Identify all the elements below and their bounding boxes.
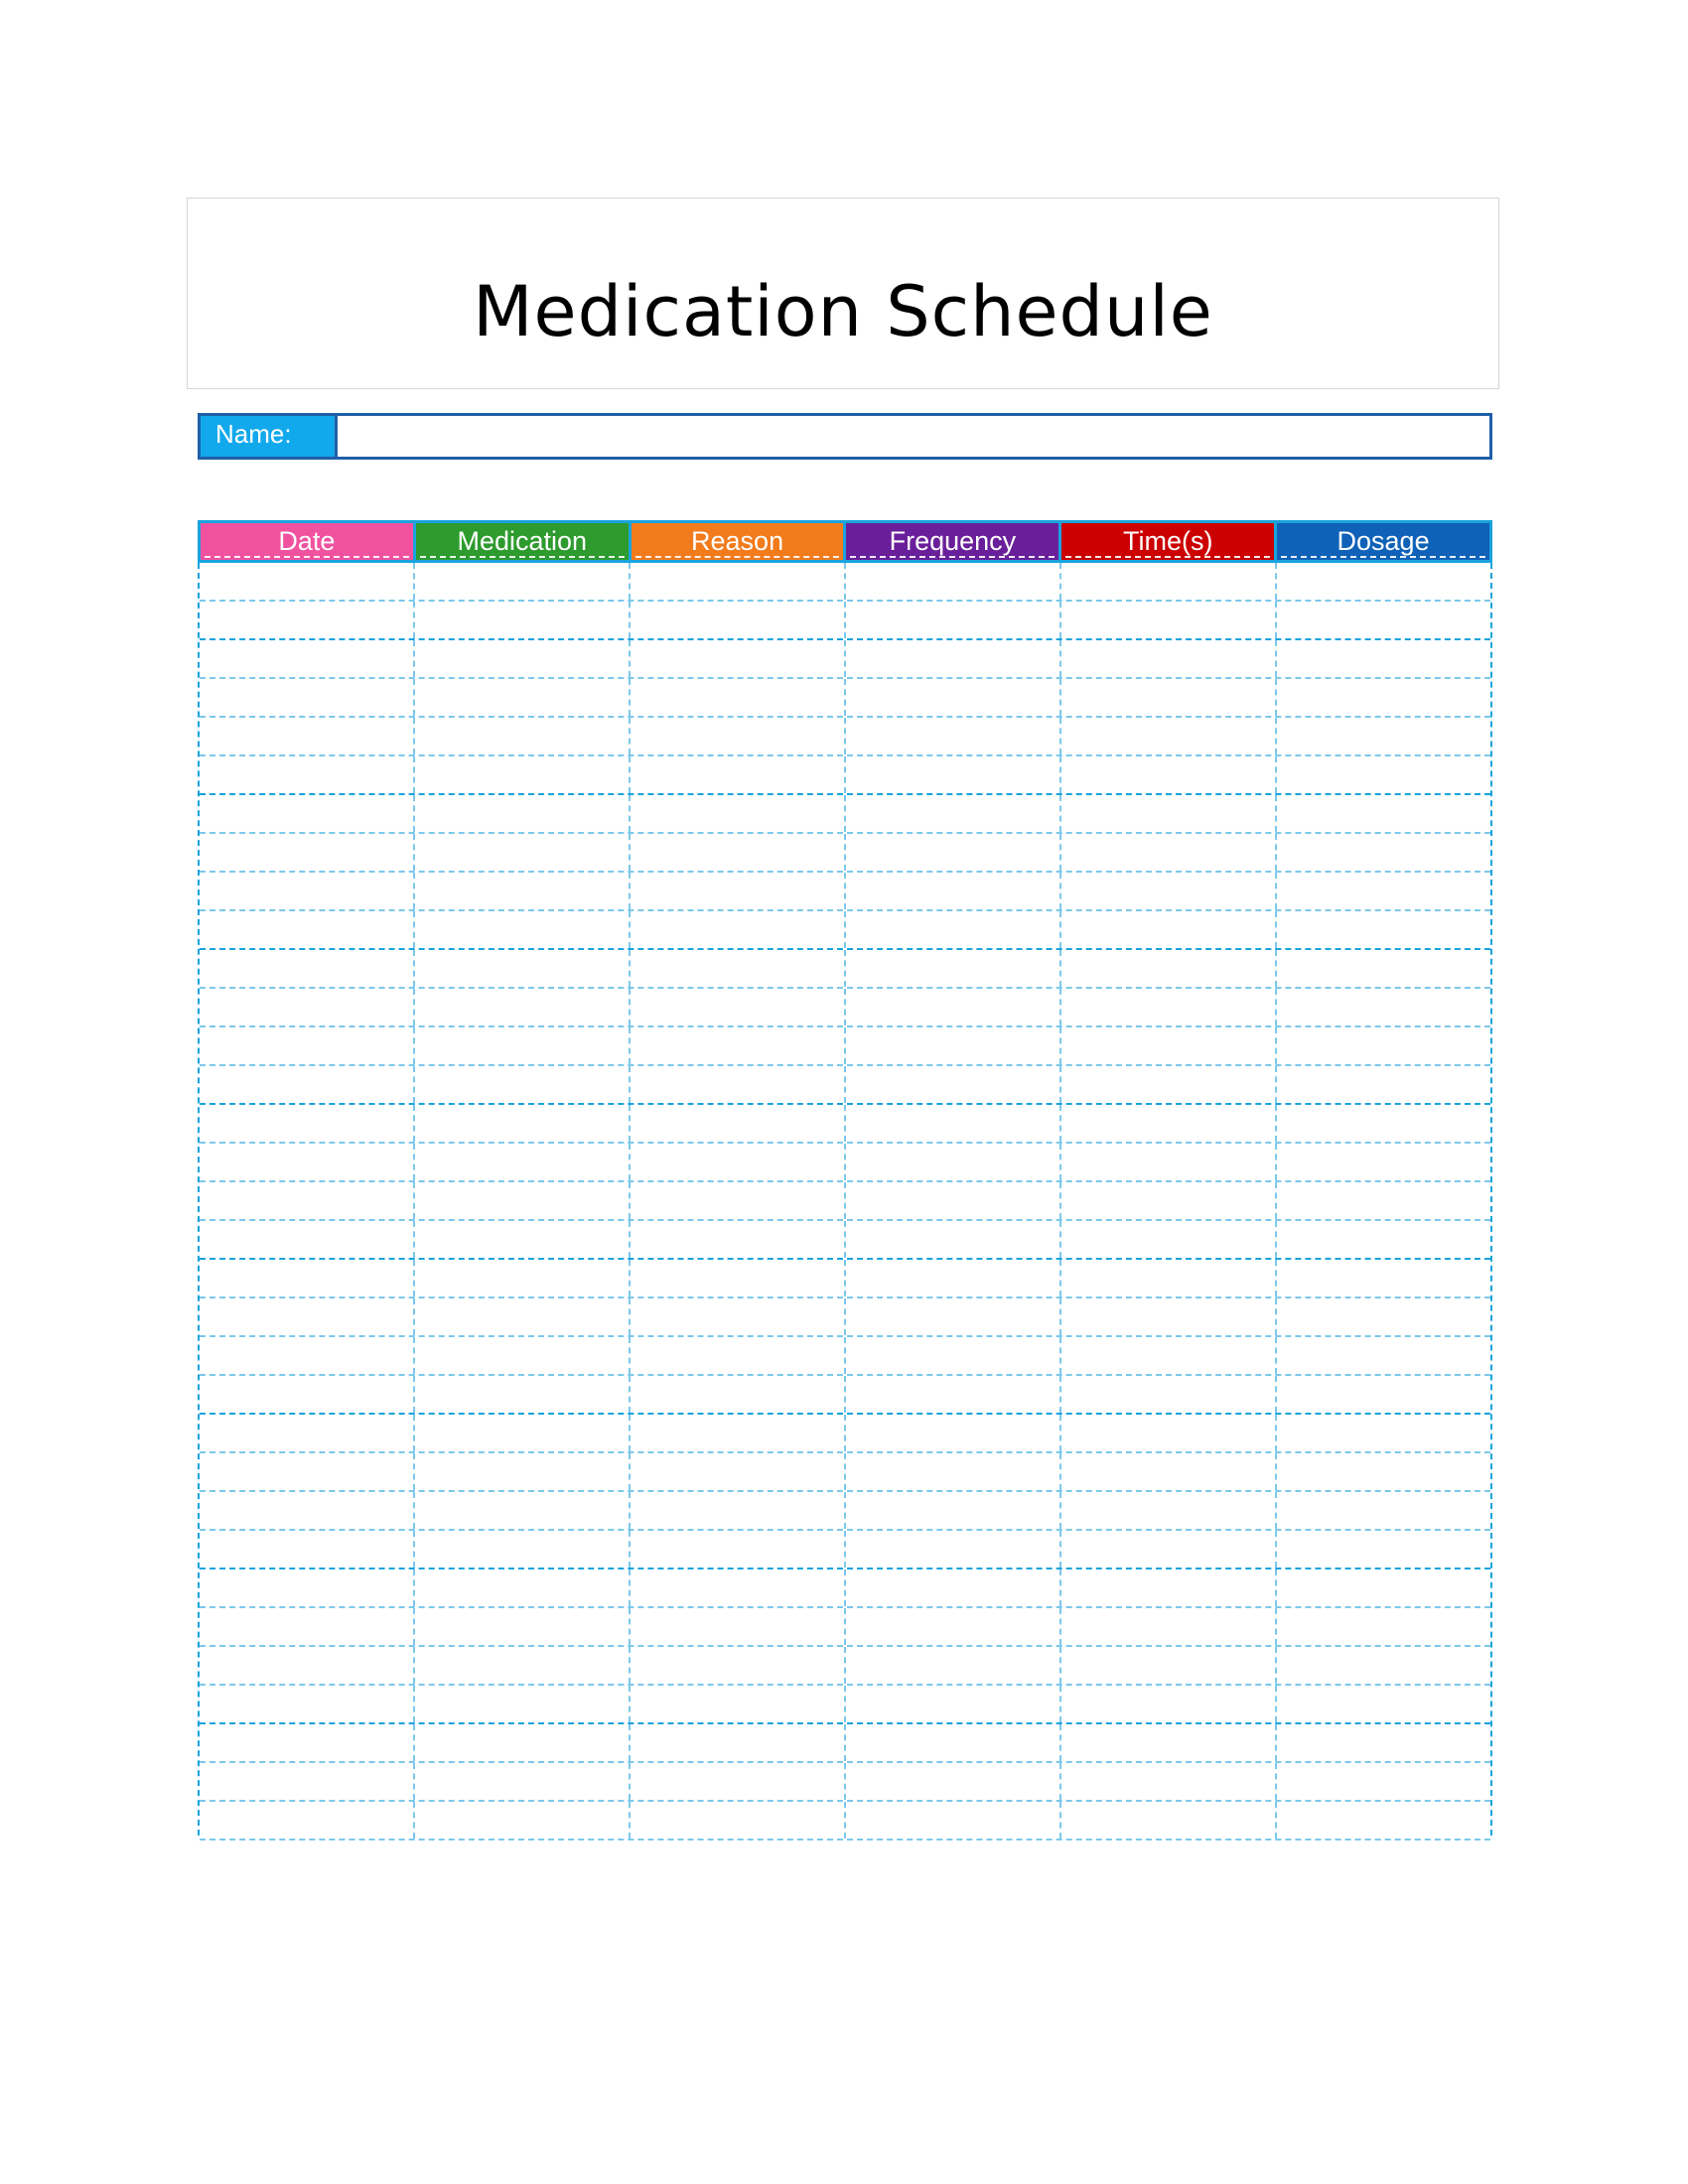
table-cell[interactable] <box>1059 1531 1275 1568</box>
table-cell[interactable] <box>413 1221 629 1258</box>
table-cell[interactable] <box>1059 1802 1275 1839</box>
table-cell[interactable] <box>844 1763 1059 1800</box>
table-cell[interactable] <box>1275 1027 1490 1064</box>
table-row <box>200 718 1490 756</box>
table-cell[interactable] <box>1059 1415 1275 1451</box>
table-cell[interactable] <box>200 1531 413 1568</box>
table-cell[interactable] <box>629 1802 844 1839</box>
column-header-reason: Reason <box>632 520 847 563</box>
table-cell[interactable] <box>200 563 413 600</box>
table-cell[interactable] <box>1275 1337 1490 1374</box>
table-cell[interactable] <box>413 1647 629 1684</box>
table-row <box>200 1531 1490 1570</box>
table-row <box>200 1144 1490 1182</box>
column-header-medication: Medication <box>416 520 632 563</box>
table-row <box>200 1415 1490 1453</box>
table-row <box>200 1724 1490 1763</box>
column-header-dosage: Dosage <box>1277 520 1492 563</box>
table-cell[interactable] <box>1059 795 1275 832</box>
table-cell[interactable] <box>629 795 844 832</box>
table-cell[interactable] <box>1059 1376 1275 1413</box>
table-cell[interactable] <box>629 1066 844 1103</box>
table-row <box>200 1763 1490 1802</box>
table-cell[interactable] <box>844 1260 1059 1297</box>
table-cell[interactable] <box>629 873 844 909</box>
table-cell[interactable] <box>844 911 1059 948</box>
table-cell[interactable] <box>413 1144 629 1180</box>
table-cell[interactable] <box>200 1298 413 1335</box>
table-row <box>200 602 1490 640</box>
table-cell[interactable] <box>1275 795 1490 832</box>
table-row <box>200 1570 1490 1608</box>
table-cell[interactable] <box>413 1763 629 1800</box>
table-cell[interactable] <box>413 1492 629 1529</box>
table-cell[interactable] <box>844 1027 1059 1064</box>
table-cell[interactable] <box>1059 1298 1275 1335</box>
table-cell[interactable] <box>1059 1221 1275 1258</box>
table-cell[interactable] <box>413 795 629 832</box>
table-cell[interactable] <box>844 950 1059 987</box>
table-cell[interactable] <box>413 1066 629 1103</box>
table-cell[interactable] <box>844 873 1059 909</box>
table-row <box>200 1647 1490 1686</box>
table-row <box>200 1066 1490 1105</box>
table-cell[interactable] <box>844 1105 1059 1142</box>
table-cell[interactable] <box>629 602 844 638</box>
table-cell[interactable] <box>629 834 844 871</box>
table-cell[interactable] <box>629 679 844 716</box>
table-row <box>200 1182 1490 1221</box>
table-cell[interactable] <box>413 563 629 600</box>
table-cell[interactable] <box>1275 718 1490 754</box>
table-cell[interactable] <box>200 1260 413 1297</box>
table-cell[interactable] <box>844 563 1059 600</box>
table-cell[interactable] <box>629 1105 844 1142</box>
table-cell[interactable] <box>1275 1531 1490 1568</box>
table-cell[interactable] <box>1275 1144 1490 1180</box>
table-cell[interactable] <box>1275 1105 1490 1142</box>
table-cell[interactable] <box>1059 1647 1275 1684</box>
table-cell[interactable] <box>1275 679 1490 716</box>
table-cell[interactable] <box>200 1802 413 1839</box>
table-cell[interactable] <box>200 1105 413 1142</box>
name-field[interactable] <box>338 416 1489 457</box>
table-row <box>200 1105 1490 1144</box>
table-cell[interactable] <box>844 1453 1059 1490</box>
table-cell[interactable] <box>1275 1298 1490 1335</box>
table-cell[interactable] <box>200 795 413 832</box>
table-cell[interactable] <box>1275 1453 1490 1490</box>
table-cell[interactable] <box>413 1027 629 1064</box>
column-header-date: Date <box>198 520 416 563</box>
table-cell[interactable] <box>200 1066 413 1103</box>
table-cell[interactable] <box>413 718 629 754</box>
table-cell[interactable] <box>629 1647 844 1684</box>
table-cell[interactable] <box>629 1376 844 1413</box>
table-row <box>200 873 1490 911</box>
table-cell[interactable] <box>200 1376 413 1413</box>
table-cell[interactable] <box>200 1763 413 1800</box>
table-cell[interactable] <box>413 1376 629 1413</box>
table-cell[interactable] <box>200 1492 413 1529</box>
table-row <box>200 1608 1490 1647</box>
table-row <box>200 1221 1490 1260</box>
table-cell[interactable] <box>629 1608 844 1645</box>
table-row <box>200 1492 1490 1531</box>
table-cell[interactable] <box>1275 640 1490 677</box>
table-cell[interactable] <box>413 640 629 677</box>
table-cell[interactable] <box>1059 1105 1275 1142</box>
title-box <box>187 198 1499 389</box>
table-row <box>200 679 1490 718</box>
table-cell[interactable] <box>629 1221 844 1258</box>
table-cell[interactable] <box>1059 873 1275 909</box>
table-cell[interactable] <box>1059 1724 1275 1761</box>
table-cell[interactable] <box>629 1453 844 1490</box>
table-cell[interactable] <box>1275 602 1490 638</box>
table-cell[interactable] <box>413 1337 629 1374</box>
table-cell[interactable] <box>844 1415 1059 1451</box>
table-cell[interactable] <box>200 1570 413 1606</box>
table-row <box>200 1802 1490 1841</box>
table-cell[interactable] <box>629 1260 844 1297</box>
table-header-row <box>198 520 1492 563</box>
table-cell[interactable] <box>200 1182 413 1219</box>
table-cell[interactable] <box>629 1337 844 1374</box>
table-cell[interactable] <box>1059 563 1275 600</box>
table-cell[interactable] <box>1059 1260 1275 1297</box>
table-cell[interactable] <box>1275 563 1490 600</box>
table-cell[interactable] <box>1275 873 1490 909</box>
table-cell[interactable] <box>629 718 844 754</box>
table-cell[interactable] <box>200 602 413 638</box>
table-cell[interactable] <box>1059 756 1275 793</box>
table-cell[interactable] <box>1275 834 1490 871</box>
table-cell[interactable] <box>1059 1182 1275 1219</box>
table-row <box>200 1260 1490 1298</box>
table-body <box>198 563 1492 1836</box>
table-cell[interactable] <box>1059 1608 1275 1645</box>
table-cell[interactable] <box>200 1027 413 1064</box>
table-cell[interactable] <box>1275 989 1490 1025</box>
table-cell[interactable] <box>844 1802 1059 1839</box>
table-cell[interactable] <box>413 873 629 909</box>
table-cell[interactable] <box>1275 1492 1490 1529</box>
table-cell[interactable] <box>844 1144 1059 1180</box>
table-cell[interactable] <box>200 1724 413 1761</box>
table-cell[interactable] <box>413 1570 629 1606</box>
table-row <box>200 1376 1490 1415</box>
table-cell[interactable] <box>629 1298 844 1335</box>
table-cell[interactable] <box>1059 1570 1275 1606</box>
table-cell[interactable] <box>413 1260 629 1297</box>
table-cell[interactable] <box>1059 1686 1275 1722</box>
table-cell[interactable] <box>200 640 413 677</box>
table-cell[interactable] <box>1059 718 1275 754</box>
table-cell[interactable] <box>1059 834 1275 871</box>
table-cell[interactable] <box>200 911 413 948</box>
table-cell[interactable] <box>844 1724 1059 1761</box>
table-cell[interactable] <box>1059 679 1275 716</box>
table-cell[interactable] <box>844 1066 1059 1103</box>
table-cell[interactable] <box>1059 950 1275 987</box>
table-cell[interactable] <box>1059 911 1275 948</box>
table-cell[interactable] <box>1275 1647 1490 1684</box>
table-cell[interactable] <box>1059 1027 1275 1064</box>
table-cell[interactable] <box>629 563 844 600</box>
table-cell[interactable] <box>413 1453 629 1490</box>
table-cell[interactable] <box>844 718 1059 754</box>
table-row <box>200 1027 1490 1066</box>
table-cell[interactable] <box>413 756 629 793</box>
table-row <box>200 1337 1490 1376</box>
table-cell[interactable] <box>1275 1724 1490 1761</box>
table-cell[interactable] <box>200 989 413 1025</box>
table-cell[interactable] <box>844 1492 1059 1529</box>
column-header-frequency: Frequency <box>846 520 1061 563</box>
table-cell[interactable] <box>844 602 1059 638</box>
table-cell[interactable] <box>200 950 413 987</box>
table-cell[interactable] <box>629 1415 844 1451</box>
name-row <box>198 413 1492 460</box>
table-cell[interactable] <box>1275 1376 1490 1413</box>
table-cell[interactable] <box>844 1376 1059 1413</box>
table-cell[interactable] <box>200 718 413 754</box>
table-cell[interactable] <box>844 1182 1059 1219</box>
table-cell[interactable] <box>629 1724 844 1761</box>
table-cell[interactable] <box>629 1763 844 1800</box>
table-cell[interactable] <box>200 1337 413 1374</box>
table-cell[interactable] <box>844 834 1059 871</box>
table-row <box>200 834 1490 873</box>
table-cell[interactable] <box>413 1802 629 1839</box>
table-cell[interactable] <box>629 1531 844 1568</box>
table-cell[interactable] <box>200 1415 413 1451</box>
table-cell[interactable] <box>844 1221 1059 1258</box>
table-cell[interactable] <box>1059 1144 1275 1180</box>
table-cell[interactable] <box>844 1686 1059 1722</box>
table-row <box>200 1298 1490 1337</box>
table-cell[interactable] <box>1275 1182 1490 1219</box>
table-cell[interactable] <box>200 1647 413 1684</box>
table-cell[interactable] <box>1275 1260 1490 1297</box>
table-cell[interactable] <box>844 1647 1059 1684</box>
table-cell[interactable] <box>413 1298 629 1335</box>
table-row <box>200 911 1490 950</box>
table-cell[interactable] <box>413 989 629 1025</box>
table-cell[interactable] <box>413 950 629 987</box>
table-cell[interactable] <box>844 795 1059 832</box>
table-cell[interactable] <box>200 679 413 716</box>
table-cell[interactable] <box>1275 1763 1490 1800</box>
table-cell[interactable] <box>200 873 413 909</box>
table-cell[interactable] <box>413 1608 629 1645</box>
table-cell[interactable] <box>1275 1570 1490 1606</box>
table-cell[interactable] <box>629 911 844 948</box>
table-cell[interactable] <box>844 679 1059 716</box>
table-cell[interactable] <box>1059 1337 1275 1374</box>
table-row <box>200 989 1490 1027</box>
table-cell[interactable] <box>629 1182 844 1219</box>
table-cell[interactable] <box>844 1337 1059 1374</box>
table-cell[interactable] <box>844 756 1059 793</box>
table-cell[interactable] <box>1059 640 1275 677</box>
table-cell[interactable] <box>844 1298 1059 1335</box>
table-cell[interactable] <box>1059 602 1275 638</box>
table-cell[interactable] <box>1275 1066 1490 1103</box>
table-cell[interactable] <box>629 1144 844 1180</box>
table-cell[interactable] <box>1275 911 1490 948</box>
table-cell[interactable] <box>1275 756 1490 793</box>
table-cell[interactable] <box>413 911 629 948</box>
table-cell[interactable] <box>1275 1686 1490 1722</box>
table-cell[interactable] <box>1275 1802 1490 1839</box>
table-row <box>200 640 1490 679</box>
table-cell[interactable] <box>1059 1763 1275 1800</box>
table-cell[interactable] <box>629 640 844 677</box>
table-cell[interactable] <box>844 1608 1059 1645</box>
table-cell[interactable] <box>629 1027 844 1064</box>
table-row <box>200 1453 1490 1492</box>
table-cell[interactable] <box>629 756 844 793</box>
table-row <box>200 563 1490 602</box>
medication-schedule-table <box>198 520 1492 1836</box>
table-cell[interactable] <box>200 1144 413 1180</box>
table-row <box>200 756 1490 795</box>
table-cell[interactable] <box>200 1686 413 1722</box>
table-cell[interactable] <box>200 1453 413 1490</box>
table-cell[interactable] <box>200 1221 413 1258</box>
table-cell[interactable] <box>844 1531 1059 1568</box>
table-cell[interactable] <box>1059 1453 1275 1490</box>
table-cell[interactable] <box>1059 989 1275 1025</box>
table-row <box>200 950 1490 989</box>
table-cell[interactable] <box>200 1608 413 1645</box>
table-cell[interactable] <box>629 1686 844 1722</box>
table-cell[interactable] <box>413 1182 629 1219</box>
table-cell[interactable] <box>629 1492 844 1529</box>
table-cell[interactable] <box>200 834 413 871</box>
table-cell[interactable] <box>1059 1492 1275 1529</box>
table-cell[interactable] <box>1275 1608 1490 1645</box>
table-cell[interactable] <box>413 1531 629 1568</box>
page-title: Medication Schedule <box>473 270 1213 352</box>
table-cell[interactable] <box>844 640 1059 677</box>
table-cell[interactable] <box>413 1724 629 1761</box>
name-label: Name: <box>201 416 338 457</box>
table-cell[interactable] <box>629 950 844 987</box>
table-cell[interactable] <box>413 1105 629 1142</box>
table-cell[interactable] <box>844 989 1059 1025</box>
table-cell[interactable] <box>629 989 844 1025</box>
table-cell[interactable] <box>629 1570 844 1606</box>
table-cell[interactable] <box>844 1570 1059 1606</box>
table-cell[interactable] <box>200 756 413 793</box>
table-cell[interactable] <box>1275 950 1490 987</box>
table-row <box>200 795 1490 834</box>
table-cell[interactable] <box>413 834 629 871</box>
column-header-times: Time(s) <box>1061 520 1277 563</box>
table-cell[interactable] <box>1275 1221 1490 1258</box>
table-cell[interactable] <box>413 602 629 638</box>
table-cell[interactable] <box>413 1415 629 1451</box>
table-row <box>200 1686 1490 1724</box>
table-cell[interactable] <box>413 1686 629 1722</box>
table-cell[interactable] <box>1275 1415 1490 1451</box>
table-cell[interactable] <box>1059 1066 1275 1103</box>
table-cell[interactable] <box>413 679 629 716</box>
